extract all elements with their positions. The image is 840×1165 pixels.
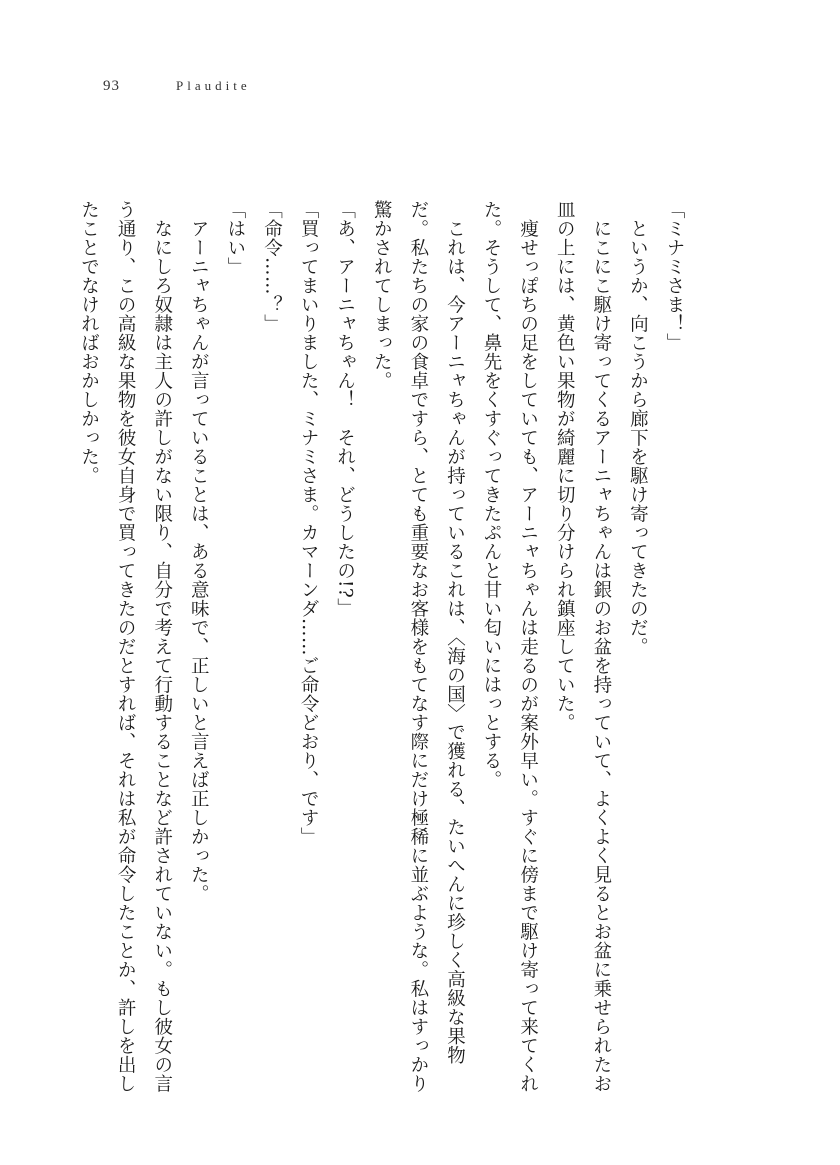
paragraph: 「買ってまいりました、ミナミさま。カマーンダ……ご命令どおり、です」 [298, 200, 320, 846]
paragraph: これは、今アーニャちゃんが持っているこれは、〈海の国〉で獲れる、たいへんに珍しく高級な果物だ。私たちの家の食卓ですら、とても重要なお客様をもてなす際にだけ極稀に並ぶような。私はすっかり驚かされてしまった。 [371, 200, 466, 1093]
paragraph: アーニャちゃんが言っていることは、ある意味で、正しいと言えば正しかった。 [188, 200, 210, 903]
paragraph: 「はい」 [224, 200, 246, 276]
paragraph: というか、向こうから廊下を駆け寄ってきたのだ。 [627, 200, 649, 656]
paragraph: 痩せっぽちの足をしていても、アーニャちゃんは走るのが案外早い。すぐに傍まで駆け寄って来てくれた。そうして、鼻先をくすぐってきたぷんと甘い匂いにはっとする。 [481, 200, 539, 1093]
paragraph: 「ミナミさま！」 [664, 200, 685, 352]
running-title: Plaudite [176, 78, 251, 93]
page-number: 93 [103, 78, 120, 94]
paragraph: なにしろ奴隷は主人の許しがない限り、自分で考えて行動することなど許されていない。もし彼女の言う通り、この高級な果物を彼女自身で買ってきたのだとすれば、それは私が命令したことか、許しを出したことでなければおかしかった。 [78, 200, 173, 1093]
vertical-text-body [78, 200, 692, 1100]
paragraph: 「あ、アーニャちゃん！ それ、どうしたの!?」 [334, 200, 356, 618]
paragraph: 「命令……？」 [261, 200, 283, 333]
paragraph: にこにこ駆け寄ってくるアーニャちゃんは銀のお盆を持っていて、よくよく見るとお盆に乗せられたお皿の上には、黄色い果物が綺麗に切り分けられ鎮座していた。 [554, 200, 612, 1093]
